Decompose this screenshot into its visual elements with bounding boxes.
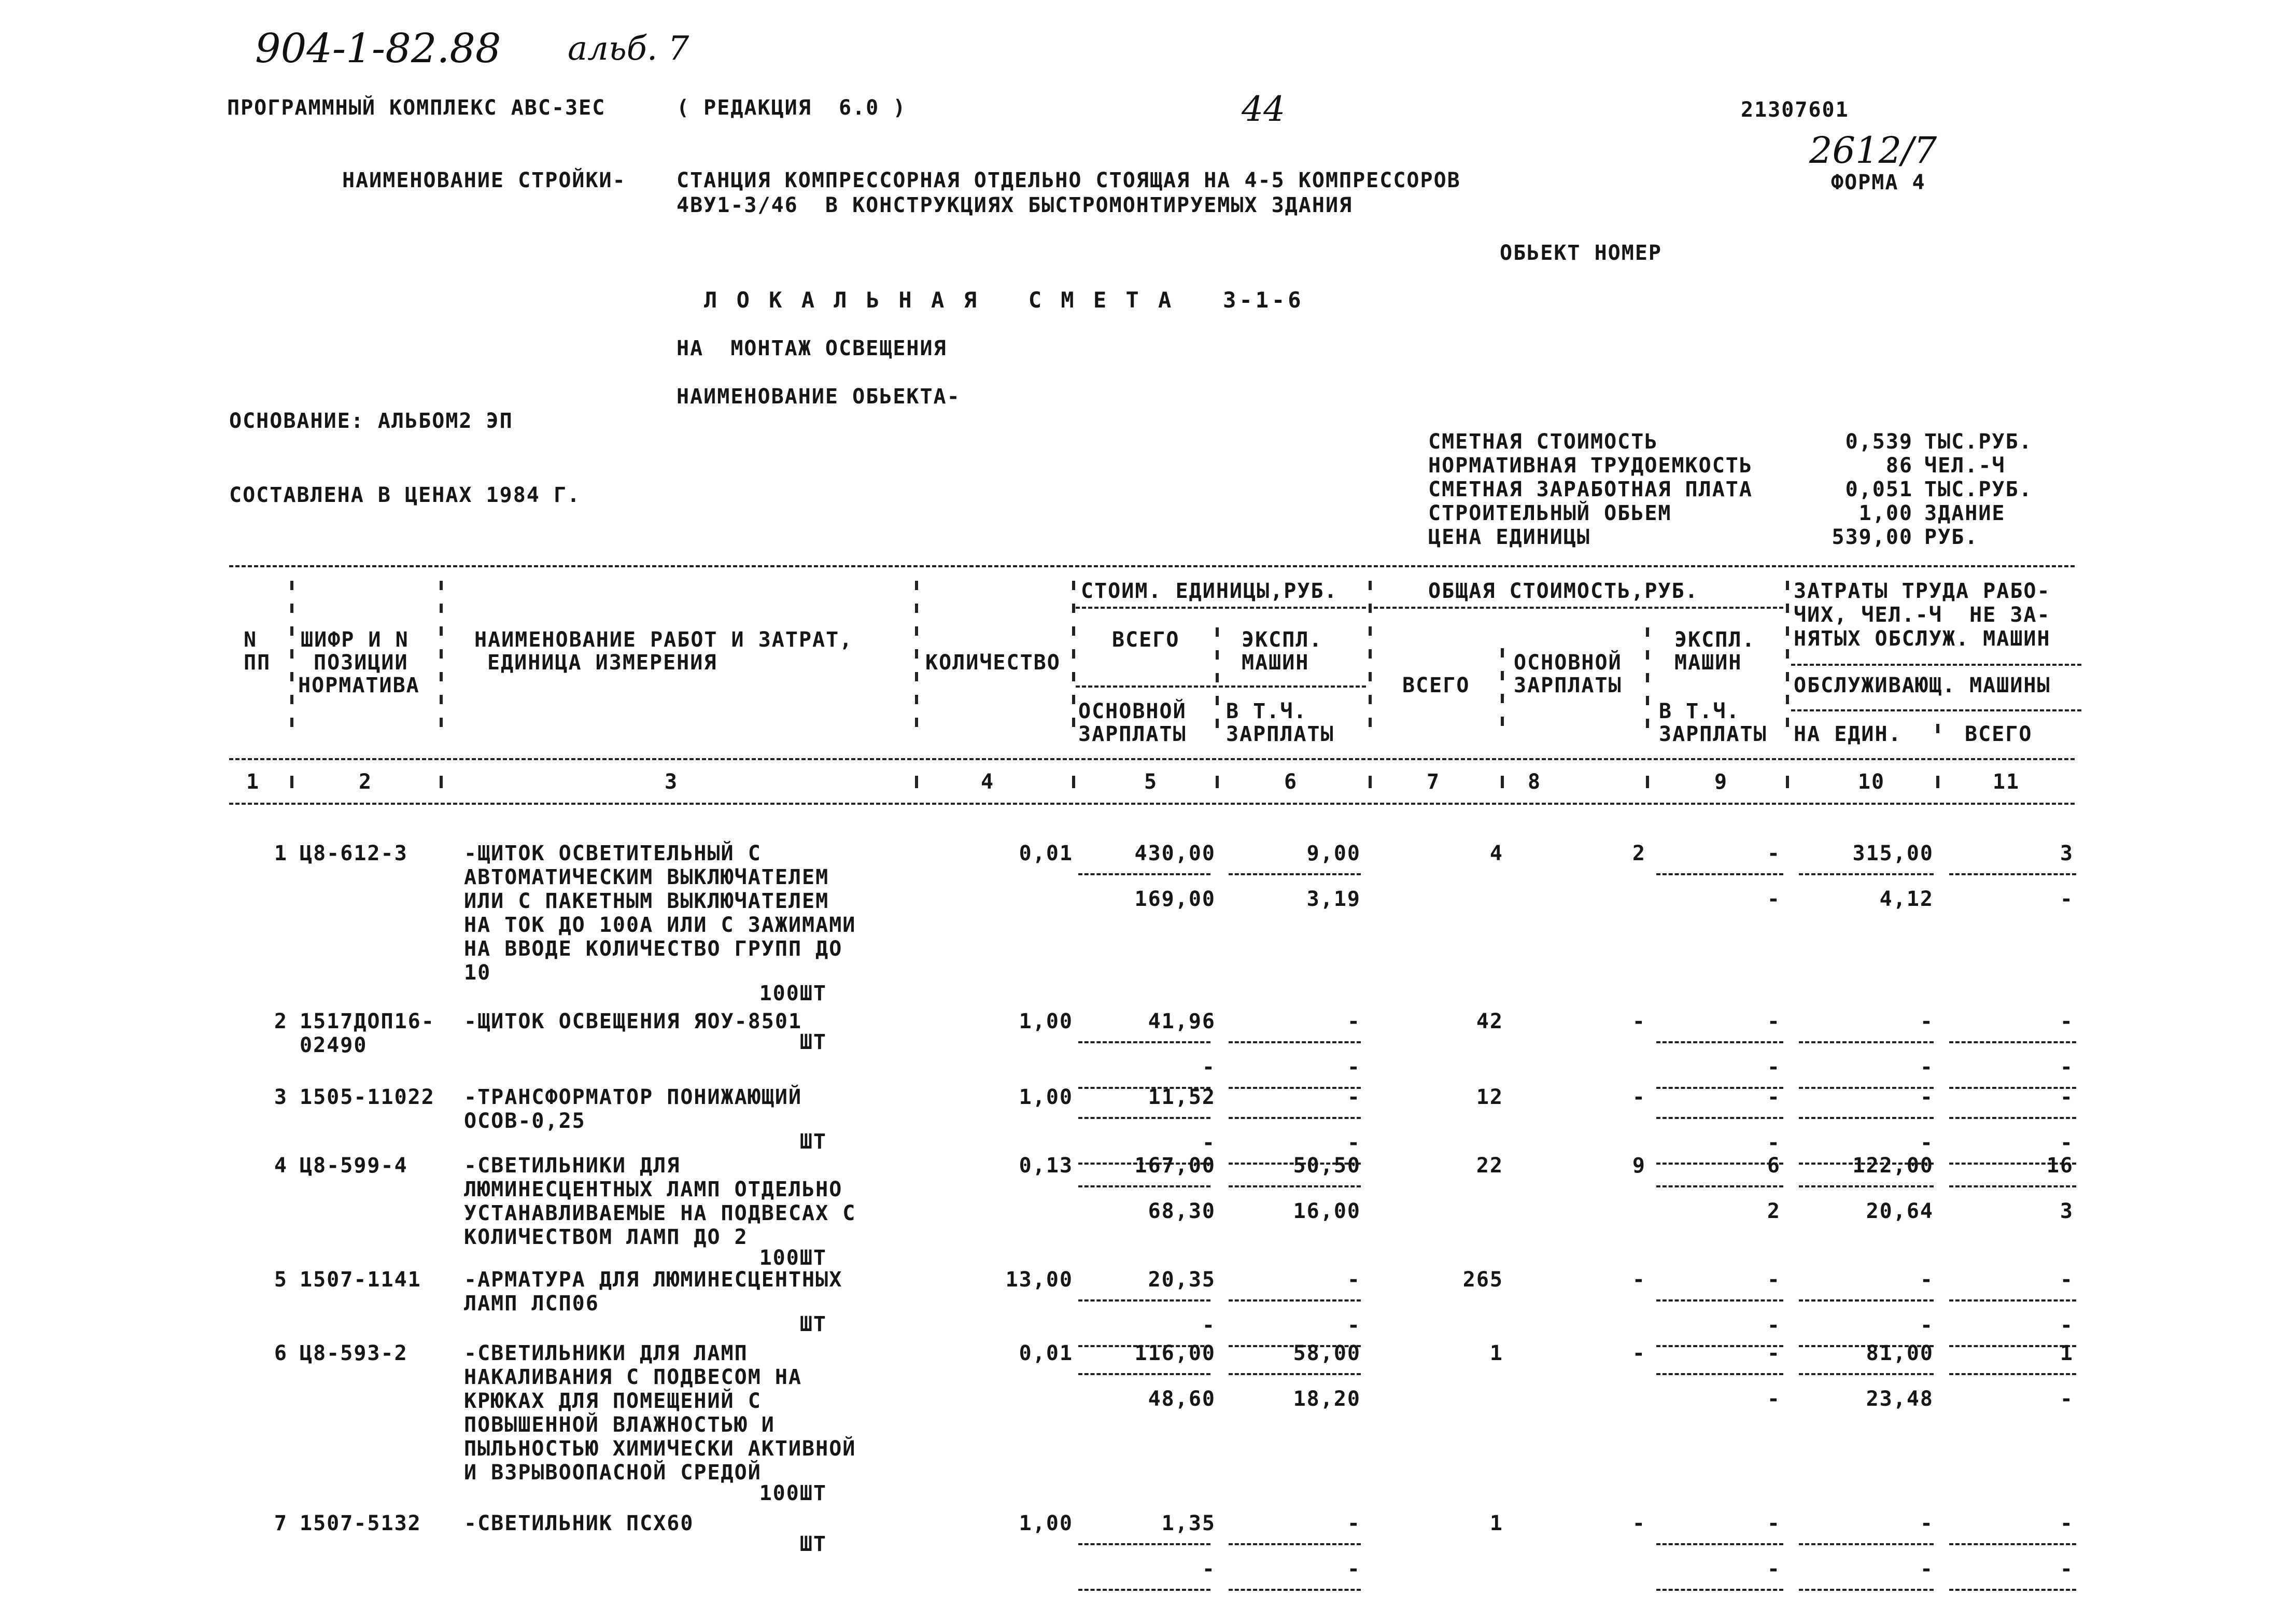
row-description-line: -СВЕТИЛЬНИКИ ДЛЯ <box>464 1154 681 1178</box>
row-underline <box>1949 1299 2076 1302</box>
column-number-separator <box>915 776 918 788</box>
row-labor-total: 1 <box>2060 1341 2074 1365</box>
row-unit-total: 41,96 <box>1148 1010 1216 1033</box>
group-unit-cost-rule <box>1076 607 1366 609</box>
row-description-line: НА ТОК ДО 100А ИЛИ С ЗАЖИМАМИ <box>464 913 856 937</box>
table-top-rule <box>229 565 2075 567</box>
group-labor-header-a: ЗАТРАТЫ ТРУДА РАБО- <box>1794 579 2051 603</box>
row-number: 3 <box>274 1085 288 1109</box>
sheet-ref: 2612/7 <box>1809 129 1937 172</box>
row-unit-wage: - <box>1202 1313 1216 1337</box>
row-machine-labor-total: - <box>2060 1055 2074 1079</box>
row-machine-labor-unit: - <box>1920 1055 1934 1079</box>
group-total-cost-rule <box>1374 607 1783 609</box>
row-total: 42 <box>1476 1010 1503 1033</box>
row-total-wage: 9 <box>1632 1154 1646 1178</box>
col-4-header: КОЛИЧЕСТВО <box>925 651 1061 675</box>
row-underline <box>1078 1373 1210 1375</box>
col-5-header-a: ВСЕГО <box>1112 628 1180 652</box>
row-total-machine-wage: - <box>1767 1387 1781 1411</box>
row-machine-labor-unit: - <box>1920 1313 1934 1337</box>
row-underline <box>1656 1041 1783 1043</box>
row-code: Ц8-599-4 <box>300 1154 408 1178</box>
row-labor-total: - <box>2060 1010 2074 1033</box>
row-unit-machines: - <box>1347 1268 1361 1292</box>
row-quantity: 1,00 <box>1019 1010 1073 1033</box>
col-10-header: НА ЕДИН. <box>1794 722 1902 746</box>
doc-code: 21307601 <box>1741 98 1849 122</box>
col-6-header-c: В Т.Ч. <box>1226 699 1307 723</box>
row-underline <box>1229 1299 1361 1302</box>
row-quantity: 0,01 <box>1019 1341 1073 1365</box>
row-unit-wage: - <box>1202 1131 1216 1155</box>
row-code: Ц8-612-3 <box>300 842 408 865</box>
column-number-separator <box>1501 776 1504 788</box>
row-underline <box>1949 1185 2076 1187</box>
row-code: 1507-1141 <box>300 1268 421 1292</box>
row-underline <box>1229 1041 1361 1043</box>
estimate-subtitle: НА МОНТАЖ ОСВЕЩЕНИЯ <box>677 337 947 360</box>
row-code: Ц8-593-2 <box>300 1341 408 1365</box>
header-separator <box>440 581 443 747</box>
summary-unit: ЗДАНИЕ <box>1924 501 2006 525</box>
row-machine-labor-unit: - <box>1920 1131 1934 1155</box>
col-5-header-b: ОСНОВНОЙ <box>1078 699 1187 723</box>
row-number: 1 <box>274 842 288 865</box>
summary-label: ЦЕНА ЕДИНИЦЫ <box>1428 525 1590 549</box>
row-labor-total: - <box>2060 1512 2074 1535</box>
row-underline-2 <box>1229 1589 1361 1591</box>
row-unit: 100ШТ <box>759 1246 827 1270</box>
row-unit-machine-wage: - <box>1347 1313 1361 1337</box>
row-underline <box>1799 1185 1934 1187</box>
row-labor-unit: - <box>1920 1512 1934 1535</box>
row-unit: ШТ <box>799 1312 827 1336</box>
row-code: 1505-11022 <box>300 1085 435 1109</box>
row-unit-wage: - <box>1202 1557 1216 1581</box>
column-number-separator <box>1369 776 1372 788</box>
row-quantity: 13,00 <box>1005 1268 1073 1292</box>
row-unit: ШТ <box>799 1532 827 1556</box>
row-underline-2 <box>1799 1589 1934 1591</box>
row-underline <box>1656 1543 1783 1545</box>
row-underline <box>1229 1543 1361 1545</box>
summary-value: 0,539 <box>1845 430 1913 454</box>
row-unit-wage: - <box>1202 1055 1216 1079</box>
group-labor-header-d: ОБСЛУЖИВАЮЩ. МАШИНЫ <box>1794 674 2051 697</box>
column-number: 4 <box>980 770 995 794</box>
row-description <box>464 1154 856 1249</box>
col-9-header-a: ЭКСПЛ. <box>1674 628 1756 652</box>
row-unit-machine-wage: - <box>1347 1557 1361 1581</box>
row-unit-wage: 169,00 <box>1134 887 1216 911</box>
row-total: 1 <box>1489 1512 1503 1535</box>
row-number: 5 <box>274 1268 288 1292</box>
construction-line-2: 4ВУ1-3/46 В КОНСТРУКЦИЯХ БЫСТРОМОНТИРУЕМЫХ ЗДАНИЯ <box>677 193 1353 217</box>
summary-unit: ТЫС.РУБ. <box>1924 430 2033 454</box>
column-number: 10 <box>1857 770 1885 794</box>
row-description <box>464 1085 802 1133</box>
row-underline <box>1656 1373 1783 1375</box>
row-underline <box>1078 873 1210 875</box>
group-unit-cost-header: СТОИМ. ЕДИНИЦЫ,РУБ. <box>1081 579 1338 603</box>
column-number-separator <box>1646 776 1649 788</box>
row-description-line: КОЛИЧЕСТВОМ ЛАМП ДО 2 <box>464 1225 748 1249</box>
row-description-line: ЛЮМИНЕСЦЕНТНЫХ ЛАМП ОТДЕЛЬНО <box>464 1178 843 1201</box>
row-unit-total: 20,35 <box>1148 1268 1216 1292</box>
row-underline <box>1229 1373 1361 1375</box>
row-code-cont: 02490 <box>300 1033 368 1057</box>
row-quantity: 1,00 <box>1019 1512 1073 1535</box>
row-underline-2 <box>1949 1589 2076 1591</box>
row-machine-labor-total: - <box>2060 887 2074 911</box>
row-underline <box>1949 1041 2076 1043</box>
row-description-line: -ТРАНСФОРМАТОР ПОНИЖАЮЩИЙ <box>464 1085 802 1109</box>
col-3-header-b: ЕДИНИЦА ИЗМЕРЕНИЯ <box>487 651 717 675</box>
row-underline <box>1656 1185 1783 1187</box>
col-6-header-a: ЭКСПЛ. <box>1242 628 1323 652</box>
column-numbers-bottom-rule <box>229 803 2075 805</box>
album-code: 904-1-82.88 <box>255 25 501 72</box>
row-description-line: И ВЗРЫВООПАСНОЙ СРЕДОЙ <box>464 1461 762 1485</box>
row-unit-machine-wage: 16,00 <box>1293 1199 1361 1223</box>
row-underline <box>1799 1543 1934 1545</box>
prices-year: СОСТАВЛЕНА В ЦЕНАХ 1984 Г. <box>229 483 581 507</box>
row-labor-unit: - <box>1920 1085 1934 1109</box>
column-number-separator <box>440 776 443 788</box>
row-labor-total: - <box>2060 1085 2074 1109</box>
group-labor-header-b: ЧИХ, ЧЕЛ.-Ч НЕ ЗА- <box>1794 603 2051 627</box>
group-labor-header-c: НЯТЫХ ОБСЛУЖ. МАШИН <box>1794 627 2051 651</box>
row-total-machine-wage: 2 <box>1767 1199 1781 1223</box>
row-underline <box>1799 1041 1934 1043</box>
summary-value: 86 <box>1885 454 1913 478</box>
col-3-header-a: НАИМЕНОВАНИЕ РАБОТ И ЗАТРАТ, <box>474 628 853 652</box>
album-number: альб. 7 <box>568 30 689 68</box>
row-machine-labor-total: - <box>2060 1313 2074 1337</box>
summary-label: СТРОИТЕЛЬНЫЙ ОБЬЕМ <box>1428 501 1672 525</box>
row-unit-machine-wage: - <box>1347 1131 1361 1155</box>
row-underline <box>1078 1185 1210 1187</box>
row-description-line: ОСОВ-0,25 <box>464 1109 586 1133</box>
column-number-separator <box>1936 776 1939 788</box>
row-labor-unit: 315,00 <box>1852 842 1934 865</box>
column-number: 1 <box>246 770 260 794</box>
row-total-wage: - <box>1632 1085 1646 1109</box>
column-number: 8 <box>1527 770 1542 794</box>
row-underline <box>1078 1299 1210 1302</box>
row-description-line: -СВЕТИЛЬНИК ПСХ60 <box>464 1512 694 1535</box>
row-quantity: 1,00 <box>1019 1085 1073 1109</box>
summary-value: 539,00 <box>1832 525 1913 549</box>
row-number: 7 <box>274 1512 288 1535</box>
row-quantity: 0,01 <box>1019 842 1073 865</box>
row-description-line: ПЫЛЬНОСТЬЮ ХИМИЧЕСКИ АКТИВНОЙ <box>464 1437 856 1461</box>
object-number: ОБЬЕКТ НОМЕР <box>1500 241 1662 265</box>
header-separator <box>1646 627 1649 747</box>
row-underline <box>1799 1117 1934 1119</box>
row-total-machines: - <box>1767 1085 1781 1109</box>
row-number: 4 <box>274 1154 288 1178</box>
row-total-wage: - <box>1632 1268 1646 1292</box>
row-description <box>464 1512 694 1535</box>
col-7-header: ВСЕГО <box>1402 674 1470 697</box>
row-total-machines: - <box>1767 842 1781 865</box>
header-separator <box>1216 627 1219 747</box>
row-unit-total: 116,00 <box>1134 1341 1216 1365</box>
col-8-header-a: ОСНОВНОЙ <box>1514 651 1622 675</box>
row-description-line: -ЩИТОК ОСВЕЩЕНИЯ ЯОУ-8501 <box>464 1010 802 1033</box>
row-description-line: КРЮКАХ ДЛЯ ПОМЕЩЕНИЙ С <box>464 1389 762 1413</box>
col-2-header-c: НОРМАТИВА <box>298 674 420 697</box>
summary-value: 0,051 <box>1845 478 1913 501</box>
row-total-machines: 6 <box>1767 1154 1781 1178</box>
row-description-line: УСТАНАВЛИВАЕМЫЕ НА ПОДВЕСАХ С <box>464 1201 856 1225</box>
row-machine-labor-total: - <box>2060 1557 2074 1581</box>
header-separator <box>1936 724 1939 747</box>
unit-cost-mid-rule <box>1076 685 1366 688</box>
row-underline <box>1799 1373 1934 1375</box>
row-description <box>464 1341 856 1485</box>
row-underline <box>1799 873 1934 875</box>
row-unit-machines: 9,00 <box>1306 842 1361 865</box>
col-11-header: ВСЕГО <box>1965 722 2033 746</box>
row-machine-labor-unit: 4,12 <box>1879 887 1934 911</box>
construction-label: НАИМЕНОВАНИЕ СТРОЙКИ- <box>342 169 626 192</box>
row-underline <box>1656 1117 1783 1119</box>
row-underline <box>1949 1543 2076 1545</box>
row-unit: ШТ <box>799 1030 827 1054</box>
row-unit-wage: 48,60 <box>1148 1387 1216 1411</box>
row-labor-unit: 122,00 <box>1852 1154 1934 1178</box>
header-separator <box>1369 581 1372 747</box>
row-total-machines: - <box>1767 1341 1781 1365</box>
col-2-header-a: ШИФР И N <box>301 628 409 652</box>
row-unit-machines: 50,50 <box>1293 1154 1361 1178</box>
row-number: 6 <box>274 1341 288 1365</box>
row-machine-labor-unit: 20,64 <box>1866 1199 1934 1223</box>
column-number-separator <box>1786 776 1789 788</box>
row-description-line: АВТОМАТИЧЕСКИМ ВЫКЛЮЧАТЕЛЕМ <box>464 865 829 889</box>
row-description-line: НА ВВОДЕ КОЛИЧЕСТВО ГРУПП ДО <box>464 937 843 961</box>
row-description-line: -ЩИТОК ОСВЕТИТЕЛЬНЫЙ С <box>464 842 762 865</box>
row-code: 1517ДОП16- <box>300 1010 435 1033</box>
column-number: 3 <box>664 770 679 794</box>
row-underline <box>1078 1543 1210 1545</box>
revision: ( РЕДАКЦИЯ 6.0 ) <box>677 96 907 120</box>
row-description-line: НАКАЛИВАНИЯ С ПОДВЕСОМ НА <box>464 1365 802 1389</box>
summary-unit: РУБ. <box>1924 525 1979 549</box>
row-machine-labor-unit: - <box>1920 1557 1934 1581</box>
col-9-header-c: В Т.Ч. <box>1659 699 1740 723</box>
col-2-header-b: ПОЗИЦИИ <box>314 651 409 675</box>
column-number-separator <box>1216 776 1219 788</box>
row-total: 4 <box>1489 842 1503 865</box>
row-number: 2 <box>274 1010 288 1033</box>
summary-unit: ЧЕЛ.-Ч <box>1924 454 2006 478</box>
column-number: 5 <box>1144 770 1158 794</box>
row-description-line: ЛАМП ЛСП06 <box>464 1292 599 1316</box>
row-total: 22 <box>1476 1154 1503 1178</box>
summary-unit: ТЫС.РУБ. <box>1924 478 2033 501</box>
row-unit: 100ШТ <box>759 1481 827 1505</box>
row-labor-unit: - <box>1920 1010 1934 1033</box>
row-unit-total: 11,52 <box>1148 1085 1216 1109</box>
col-5-header-c: ЗАРПЛАТЫ <box>1078 722 1187 746</box>
row-unit-machines: - <box>1347 1085 1361 1109</box>
row-unit: 100ШТ <box>759 982 827 1005</box>
object-name: НАИМЕНОВАНИЕ ОБЬЕКТА- <box>677 385 961 409</box>
page-number: 44 <box>1242 89 1285 129</box>
col-9-header-b: МАШИН <box>1674 651 1742 675</box>
row-description-line: -СВЕТИЛЬНИКИ ДЛЯ ЛАМП <box>464 1341 748 1365</box>
row-total-wage: 2 <box>1632 842 1646 865</box>
row-unit-machines: - <box>1347 1010 1361 1033</box>
row-total-machines: - <box>1767 1010 1781 1033</box>
row-unit-total: 1,35 <box>1161 1512 1216 1535</box>
row-underline <box>1229 873 1361 875</box>
row-total-machines: - <box>1767 1512 1781 1535</box>
row-underline <box>1949 1373 2076 1375</box>
row-underline <box>1656 1299 1783 1302</box>
column-number: 6 <box>1284 770 1298 794</box>
row-total-machines: - <box>1767 1268 1781 1292</box>
row-labor-unit: 81,00 <box>1866 1341 1934 1365</box>
column-number: 11 <box>1992 770 2020 794</box>
summary-label: НОРМАТИВНАЯ ТРУДОЕМКОСТЬ <box>1428 454 1753 478</box>
row-machine-labor-total: 3 <box>2060 1199 2074 1223</box>
row-machine-labor-total: - <box>2060 1131 2074 1155</box>
row-total-machine-wage: - <box>1767 1313 1781 1337</box>
group-total-cost-header: ОБЩАЯ СТОИМОСТЬ,РУБ. <box>1428 579 1699 603</box>
col-6-header-d: ЗАРПЛАТЫ <box>1226 722 1334 746</box>
row-machine-labor-unit: 23,48 <box>1866 1387 1934 1411</box>
labor-mid-rule-2 <box>1791 709 2081 711</box>
row-labor-total: 3 <box>2060 842 2074 865</box>
construction-line-1: СТАНЦИЯ КОМПРЕССОРНАЯ ОТДЕЛЬНО СТОЯЩАЯ НА 4-5 КОМПРЕССОРОВ <box>677 169 1461 192</box>
row-description-line: 10 <box>464 961 491 985</box>
summary-label: СМЕТНАЯ ЗАРАБОТНАЯ ПЛАТА <box>1428 478 1753 501</box>
row-total-wage: - <box>1632 1010 1646 1033</box>
row-unit-machine-wage: 3,19 <box>1306 887 1361 911</box>
row-description-line: ПОВЫШЕННОЙ ВЛАЖНОСТЬЮ И <box>464 1413 775 1437</box>
column-number-separator <box>1072 776 1075 788</box>
row-labor-total: - <box>2060 1268 2074 1292</box>
column-number: 7 <box>1426 770 1441 794</box>
row-total-wage: - <box>1632 1512 1646 1535</box>
col-1-header-b: ПП <box>244 651 271 675</box>
col-1-header-a: N <box>244 628 258 652</box>
row-unit: ШТ <box>799 1130 827 1154</box>
column-number: 9 <box>1714 770 1728 794</box>
row-underline <box>1229 1117 1361 1119</box>
header-separator <box>1072 581 1075 747</box>
row-labor-total: 16 <box>2046 1154 2074 1178</box>
col-8-header-b: ЗАРПЛАТЫ <box>1514 674 1622 697</box>
row-unit-machine-wage: - <box>1347 1055 1361 1079</box>
basis: ОСНОВАНИЕ: АЛЬБОМ2 ЭП <box>229 409 513 433</box>
row-description <box>464 1010 802 1033</box>
row-underline <box>1229 1185 1361 1187</box>
row-unit-machines: - <box>1347 1512 1361 1535</box>
header-separator <box>290 581 293 747</box>
form-label: ФОРМА 4 <box>1831 171 1926 194</box>
estimate-title: Л О К А Л Ь Н А Я С М Е Т А 3-1-6 <box>704 287 1304 313</box>
row-underline-2 <box>1078 1589 1210 1591</box>
row-underline <box>1078 1041 1210 1043</box>
row-underline <box>1656 873 1783 875</box>
program-name: ПРОГРАММНЫЙ КОМПЛЕКС АВС-3ЕС <box>227 96 606 120</box>
row-total: 12 <box>1476 1085 1503 1109</box>
row-description <box>464 1268 842 1316</box>
row-total-machine-wage: - <box>1767 1131 1781 1155</box>
row-quantity: 0,13 <box>1019 1154 1073 1178</box>
row-unit-total: 430,00 <box>1134 842 1216 865</box>
row-description-line: -АРМАТУРА ДЛЯ ЛЮМИНЕСЦЕНТНЫХ <box>464 1268 843 1292</box>
col-9-header-d: ЗАРПЛАТЫ <box>1659 722 1767 746</box>
row-total: 265 <box>1462 1268 1503 1292</box>
row-unit-total: 167,00 <box>1134 1154 1216 1178</box>
row-total-machine-wage: - <box>1767 1055 1781 1079</box>
labor-mid-rule-1 <box>1791 664 2081 666</box>
col-6-header-b: МАШИН <box>1242 651 1309 675</box>
row-code: 1507-5132 <box>300 1512 421 1535</box>
header-separator <box>1786 581 1789 747</box>
row-machine-labor-total: - <box>2060 1387 2074 1411</box>
summary-label: СМЕТНАЯ СТОИМОСТЬ <box>1428 430 1658 454</box>
row-underline <box>1949 873 2076 875</box>
row-total-machine-wage: - <box>1767 887 1781 911</box>
row-total-wage: - <box>1632 1341 1646 1365</box>
row-description-line: ИЛИ С ПАКЕТНЫМ ВЫКЛЮЧАТЕЛЕМ <box>464 889 829 913</box>
row-underline-2 <box>1656 1589 1783 1591</box>
row-unit-machines: 58,00 <box>1293 1341 1361 1365</box>
row-unit-machine-wage: 18,20 <box>1293 1387 1361 1411</box>
row-underline <box>1949 1117 2076 1119</box>
row-total: 1 <box>1489 1341 1503 1365</box>
column-number: 2 <box>358 770 373 794</box>
row-total-machine-wage: - <box>1767 1557 1781 1581</box>
row-underline <box>1078 1117 1210 1119</box>
column-number-separator <box>290 776 293 788</box>
header-separator <box>1501 648 1504 747</box>
header-bottom-rule <box>229 758 2075 760</box>
row-labor-unit: - <box>1920 1268 1934 1292</box>
row-description <box>464 842 856 985</box>
row-unit-wage: 68,30 <box>1148 1199 1216 1223</box>
summary-value: 1,00 <box>1858 501 1913 525</box>
header-separator <box>915 581 918 747</box>
row-underline <box>1799 1299 1934 1302</box>
